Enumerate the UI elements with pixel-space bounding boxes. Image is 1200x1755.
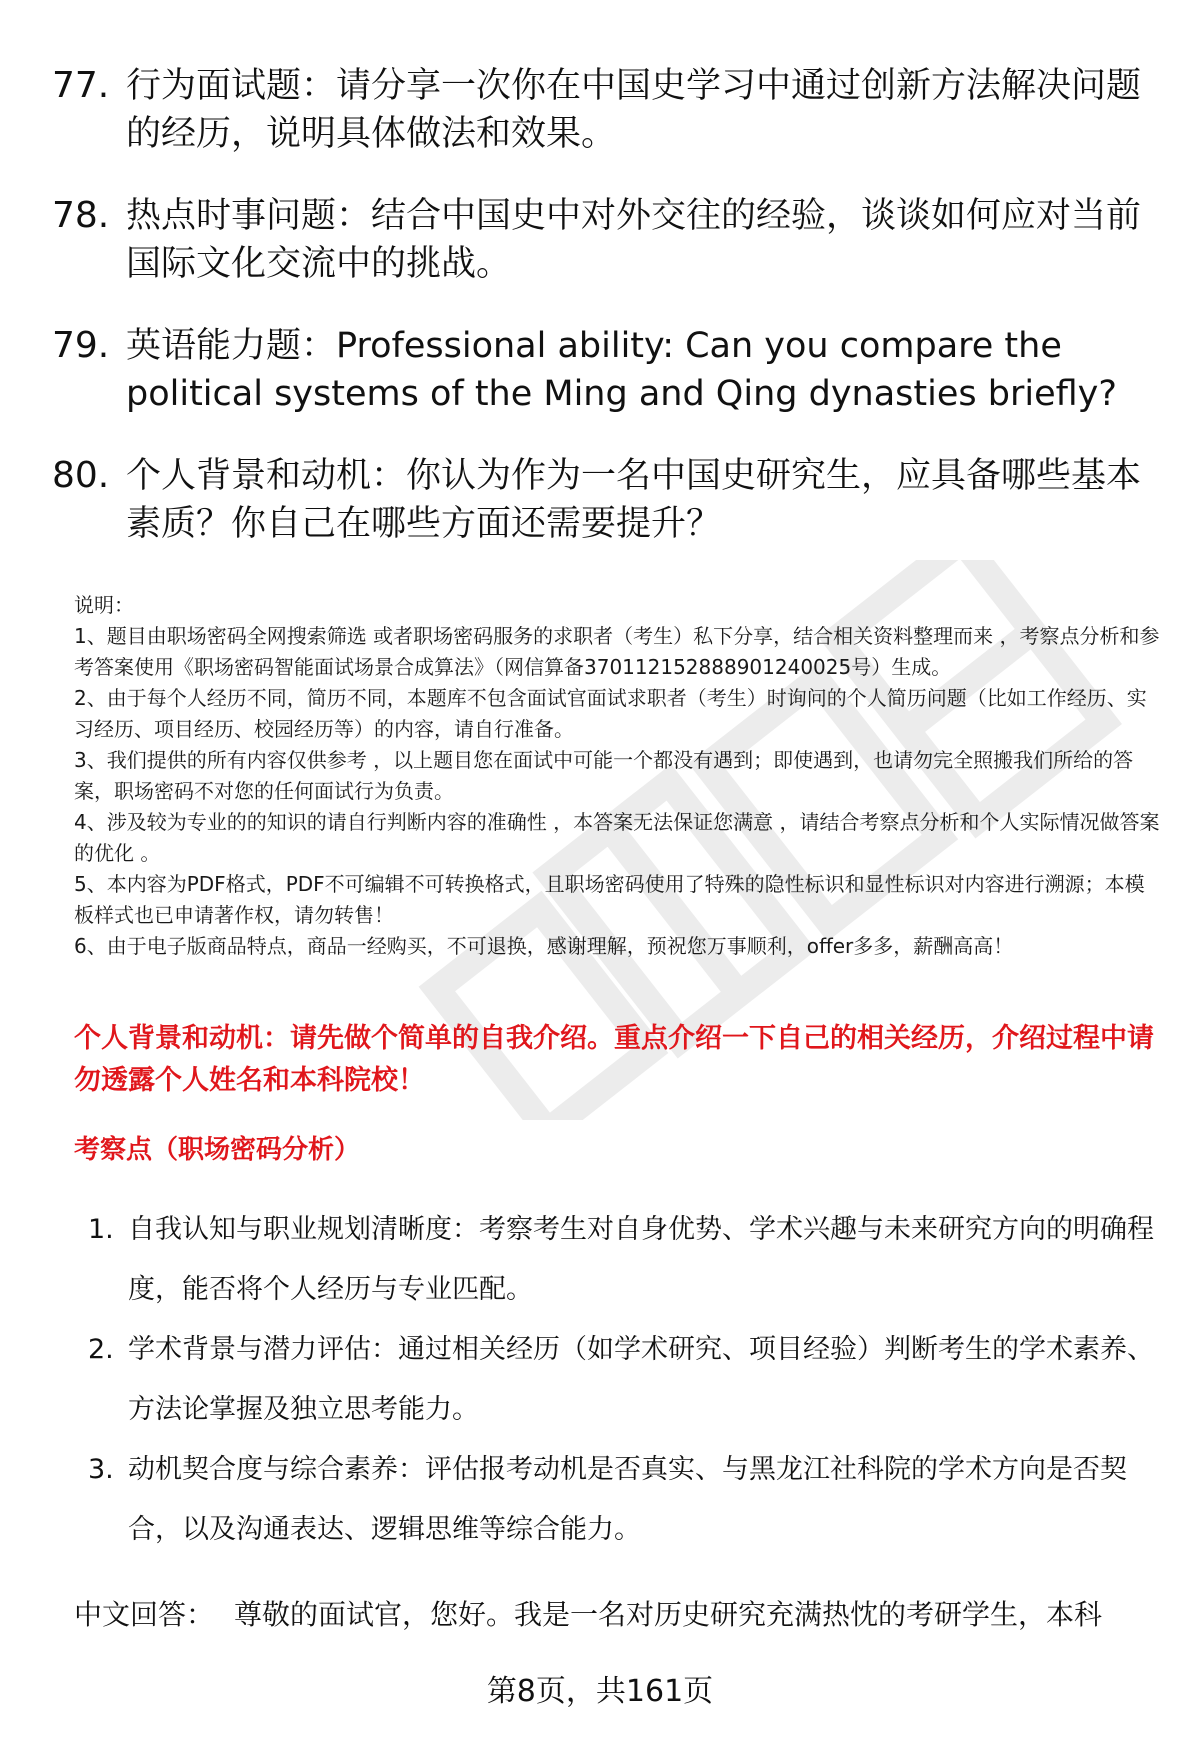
question-text: 行为面试题：请分享一次你在中国史学习中通过创新方法解决问题的经历，说明具体做法和效果。 (126, 66, 1142, 154)
page-number: 第8页，共161页 (486, 1674, 714, 1709)
question-item (52, 62, 1162, 158)
question-item (52, 322, 1162, 418)
analysis-point (74, 1200, 1164, 1320)
point-text: 动机契合度与综合素养：评估报考动机是否真实、与黑龙江社科院的学术方向是否契合，以及沟通表达、逻辑思维等综合能力。 (128, 1454, 1127, 1545)
note-item: 2、由于每个人经历不同，简历不同，本题库不包含面试官面试求职者（考生）时询问的个人简历问题（比如工作经历、实习经历、项目经历、校园经历等）的内容，请自行准备。 (74, 686, 1147, 741)
analysis-points (74, 1200, 1164, 1560)
question-number: 77. (52, 65, 110, 106)
answer-label: 中文回答： (74, 1598, 215, 1631)
note-item: 3、我们提供的所有内容仅供参考 ，以上题目您在面试中可能一个都没有遇到；即使遇到，也请勿完全照搬我们所给的答案，职场密码不对您的任何面试行为负责。 (74, 748, 1134, 803)
answer-text: 尊敬的面试官，您好。我是一名对历史研究充满热忱的考研学生，本科 (234, 1598, 1103, 1631)
question-heading: 个人背景和动机：请先做个简单的自我介绍。重点介绍一下自己的相关经历，介绍过程中请勿透露个人姓名和本科院校！ (74, 1023, 1154, 1096)
point-text: 学术背景与潜力评估：通过相关经历（如学术研究、项目经验）判断考生的学术素养、方法论掌握及独立思考能力。 (128, 1334, 1154, 1425)
question-text: 热点时事问题：结合中国史中对外交往的经验，谈谈如何应对当前国际文化交流中的挑战。 (126, 196, 1142, 284)
notes-section (74, 590, 1164, 962)
note-item: 5、本内容为PDF格式，PDF不可编辑不可转换格式，且职场密码使用了特殊的隐性标识和显性标识对内容进行溯源；本模板样式也已申请著作权，请勿转售！ (74, 872, 1145, 927)
question-item (52, 452, 1162, 548)
point-number: 2. (88, 1334, 114, 1365)
note-item: 4、涉及较为专业的的知识的请自行判断内容的准确性 ，本答案无法保证您满意 ，请结合考察点分析和个人实际情况做答案的优化 。 (74, 810, 1160, 865)
analysis-subheading: 考察点（职场密码分析） (74, 1135, 361, 1165)
answer-paragraph (74, 1595, 1164, 1635)
question-text: 英语能力题：Professional ability: Can you compare the political systems of the Ming and Qing dynasties briefly? (126, 326, 1117, 414)
question-number: 78. (52, 195, 110, 236)
analysis-point (74, 1320, 1164, 1440)
question-number: 80. (52, 455, 110, 496)
note-item: 6、由于电子版商品特点，商品一经购买，不可退换，感谢理解，预祝您万事顺利，offer多多，薪酬高高！ (74, 934, 1014, 958)
question-number: 79. (52, 325, 110, 366)
question-item (52, 192, 1162, 288)
question-list (52, 62, 1162, 582)
notes-title: 说明： (74, 593, 134, 617)
analysis-point (74, 1440, 1164, 1560)
question-text: 个人背景和动机：你认为作为一名中国史研究生，应具备哪些基本素质？你自己在哪些方面还需要提升？ (126, 456, 1142, 544)
note-item: 1、题目由职场密码全网搜索筛选 或者职场密码服务的求职者（考生）私下分享，结合相关资料整理而来 ，考察点分析和参考答案使用《职场密码智能面试场景合成算法》（网信算备370112152888901240025号）生成。 (74, 624, 1160, 679)
point-text: 自我认知与职业规划清晰度：考察考生对自身优势、学术兴趣与未来研究方向的明确程度，能否将个人经历与专业匹配。 (128, 1214, 1154, 1305)
point-number: 3. (88, 1454, 114, 1485)
point-number: 1. (88, 1214, 114, 1245)
